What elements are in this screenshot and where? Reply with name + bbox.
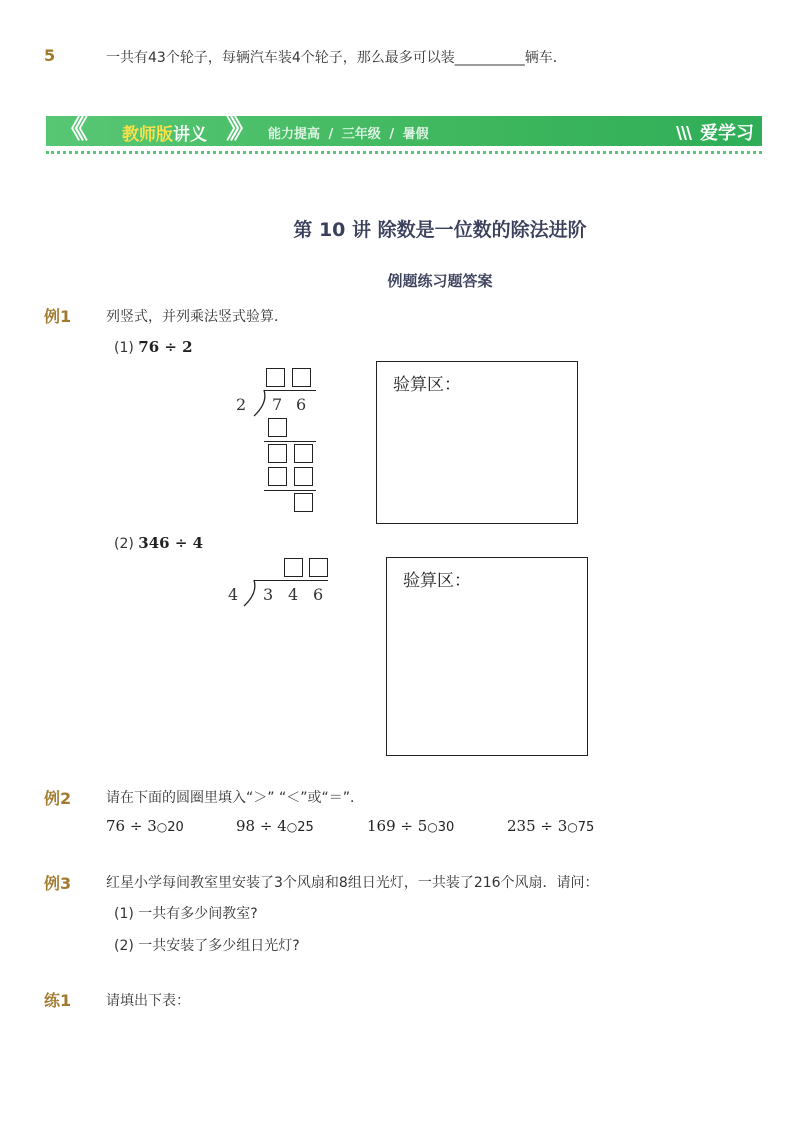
work-box[interactable] — [294, 444, 313, 463]
work-box[interactable] — [268, 467, 287, 486]
example3-text: 红星小学每间教室里安装了3个风扇和8组日光灯，一共装了216个风扇．请问： — [106, 875, 599, 891]
dividend-digit: 6 — [296, 395, 307, 414]
divisor: 4 — [228, 585, 239, 604]
practice1-label: 练1 — [44, 991, 72, 1010]
comparison-lhs: 76 ÷ 3 — [106, 817, 157, 835]
dividend-digit: 4 — [288, 585, 299, 604]
circle-icon[interactable]: ○ — [156, 820, 168, 834]
banner-title-part1: 教师版 — [122, 125, 173, 145]
divisor: 2 — [236, 395, 247, 414]
comparison-lhs: 169 ÷ 5 — [367, 817, 428, 835]
question-text: 一共有43个轮子，每辆汽车装4个轮子，那么最多可以装__________辆车． — [106, 50, 567, 66]
example2-label: 例2 — [44, 789, 72, 808]
banner-subtitle: 能力提高 / 三年级 / 暑假 — [268, 127, 429, 142]
circle-icon[interactable]: ○ — [567, 820, 578, 834]
part2-expr: 346 ÷ 4 — [138, 534, 204, 552]
example1-label: 例1 — [44, 307, 72, 326]
part1-heading — [114, 337, 193, 356]
banner-title — [122, 120, 207, 145]
lesson-title: 第 10 讲 除数是一位数的除法进阶 — [293, 219, 587, 241]
brand-logo — [674, 119, 754, 145]
banner-title-part2: 讲义 — [173, 125, 207, 145]
chevron-right-icon: 》》 — [226, 115, 248, 145]
example3-question-2: (2) 一共安装了多少组日光灯? — [114, 938, 300, 954]
comparison-rhs: 20 — [167, 820, 184, 835]
subtraction-line — [264, 490, 316, 491]
dividend-digit: 7 — [272, 395, 283, 414]
circle-icon[interactable]: ○ — [427, 820, 438, 834]
division-bracket-icon — [240, 579, 258, 607]
example3-question-1: (1) 一共有多少间教室? — [114, 906, 258, 922]
part2-heading — [114, 533, 203, 552]
work-box[interactable] — [294, 467, 313, 486]
comparison-rhs: 25 — [297, 820, 314, 835]
practice1-text: 请填出下表： — [106, 993, 190, 1009]
header-banner — [46, 116, 762, 146]
chevron-left-icon: 《《 — [58, 115, 80, 145]
answer-box[interactable] — [266, 368, 285, 387]
division-bar — [264, 390, 316, 391]
example1-text: 列竖式，并列乘法竖式验算． — [106, 309, 288, 325]
answer-box[interactable] — [284, 558, 303, 577]
part1-expr: 76 ÷ 2 — [138, 338, 193, 356]
part2-label: (2) — [114, 536, 139, 552]
part1-label: (1) — [114, 340, 139, 356]
dividend-digit: 6 — [313, 585, 324, 604]
comparison-item[interactable] — [106, 817, 184, 835]
division-bar — [254, 580, 328, 581]
example2-text: 请在下面的圆圈里填入“＞” “＜”或“＝”． — [106, 790, 364, 806]
check-area-2[interactable] — [386, 557, 588, 756]
comparison-lhs: 235 ÷ 3 — [507, 817, 568, 835]
comparison-rhs: 30 — [437, 820, 455, 835]
remainder-box[interactable] — [294, 493, 313, 512]
comparison-lhs: 98 ÷ 4 — [236, 817, 287, 835]
work-box[interactable] — [268, 444, 287, 463]
check-area-1[interactable] — [376, 361, 578, 524]
section-title: 例题练习题答案 — [387, 272, 493, 290]
logo-icon — [674, 124, 696, 142]
answer-box[interactable] — [292, 368, 311, 387]
subtraction-line — [264, 441, 316, 442]
comparison-item[interactable] — [507, 817, 594, 835]
example3-label: 例3 — [44, 874, 72, 893]
question-number: 5 — [44, 46, 56, 65]
comparison-item[interactable] — [236, 817, 314, 835]
check-area-label: 验算区： — [403, 571, 471, 591]
circle-icon[interactable]: ○ — [286, 820, 298, 834]
check-area-label: 验算区： — [393, 375, 461, 395]
answer-box[interactable] — [309, 558, 328, 577]
banner-divider — [46, 151, 762, 154]
comparison-rhs: 75 — [577, 820, 595, 835]
comparison-item[interactable] — [367, 817, 454, 835]
logo-text: 爱学习 — [700, 123, 754, 144]
dividend-digit: 3 — [263, 585, 274, 604]
work-box[interactable] — [268, 418, 287, 437]
division-bracket-icon — [250, 389, 268, 417]
